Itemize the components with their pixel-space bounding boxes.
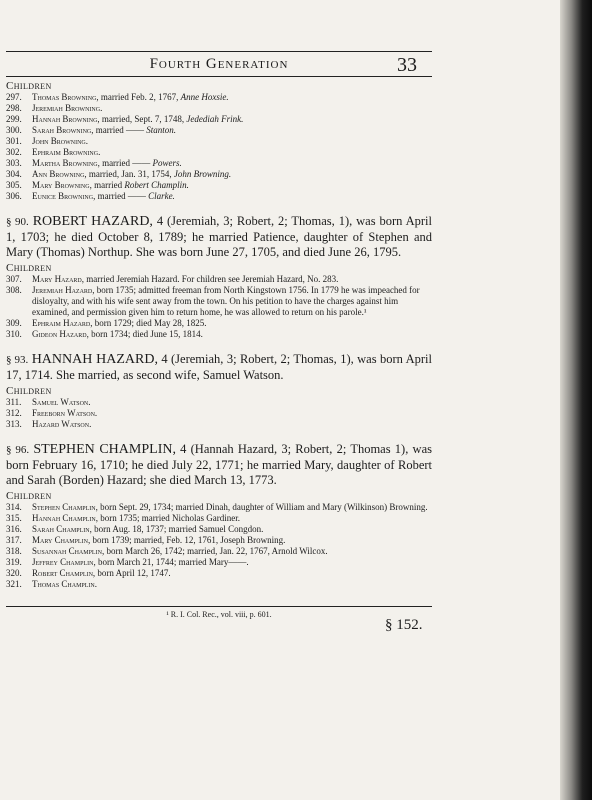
children-heading: Children xyxy=(6,490,52,502)
list-item xyxy=(6,557,432,568)
entry-text xyxy=(32,125,432,136)
child-name: Mary Hazard xyxy=(32,274,82,284)
list-item xyxy=(6,136,432,147)
entry-number: 320. xyxy=(6,568,22,578)
entry-number: 303. xyxy=(6,158,22,168)
children-list-hazard xyxy=(6,274,432,340)
child-name: Stephen Champlin xyxy=(32,502,96,512)
spouse-name: Stanton. xyxy=(146,125,177,135)
child-name: Mary Champlin xyxy=(32,535,88,545)
entry-text xyxy=(32,136,432,147)
entry-text xyxy=(32,158,432,169)
entry-number: 299. xyxy=(6,114,22,124)
header-top-rule xyxy=(6,51,432,52)
footnote: ¹ R. I. Col. Rec., vol. viii, p. 601. xyxy=(166,610,272,619)
person-name: STEPHEN CHAMPLIN, xyxy=(33,442,176,457)
section-text: 4 (Hannah Hazard, 3; Robert, 2; Thomas 1), was born February 16, 1710; he died July 22, 1771; he married Mary, daughter of Robert and Sarah (Borden) Hazard; she died March 13, 1773. xyxy=(6,442,432,487)
child-name: Jeffrey Champlin xyxy=(32,557,94,567)
child-name: Martha Browning xyxy=(32,158,98,168)
child-name: Susannah Champlin xyxy=(32,546,102,556)
list-item xyxy=(6,114,432,125)
child-name: Hazard Watson. xyxy=(32,419,92,429)
entry-number: 306. xyxy=(6,191,22,201)
spouse-name: John Browning. xyxy=(173,169,232,179)
entry-text xyxy=(32,169,432,180)
list-item xyxy=(6,408,432,419)
children-heading: Children xyxy=(6,385,52,397)
entry-number: 298. xyxy=(6,103,22,113)
child-name: Sarah Champlin xyxy=(32,524,90,534)
entry-text xyxy=(32,114,432,125)
children-list-champlin xyxy=(6,502,432,590)
entry-number: 302. xyxy=(6,147,22,157)
child-name: Hannah Browning xyxy=(32,114,98,124)
child-details: , born 1735; married Nicholas Gardiner. xyxy=(95,513,240,523)
entry-number: 321. xyxy=(6,579,22,589)
list-item xyxy=(6,524,432,535)
list-item xyxy=(6,158,432,169)
list-item xyxy=(6,318,432,329)
child-name: Samuel Watson. xyxy=(32,397,91,407)
list-item xyxy=(6,546,432,557)
entry-number: 312. xyxy=(6,408,22,418)
entry-text xyxy=(32,285,432,318)
child-details: , born 1734; died June 15, 1814. xyxy=(86,329,203,339)
child-name: Gideon Hazard xyxy=(32,329,87,339)
list-item xyxy=(6,502,432,513)
child-name: Ann Browning xyxy=(32,169,85,179)
children-heading: Children xyxy=(6,80,52,92)
child-details: , married Feb. 2, 1767, xyxy=(96,92,181,102)
person-name: HANNAH HAZARD, xyxy=(31,352,158,367)
spouse-name: Anne Hoxsie. xyxy=(180,92,229,102)
child-details: , born Sept. 29, 1734; married Dinah, daughter of William and Mary (Wilkinson) Browning. xyxy=(95,502,428,512)
children-heading: Children xyxy=(6,262,52,274)
child-details: , married xyxy=(89,180,125,190)
entry-text xyxy=(32,180,432,191)
running-header: Fourth Generation xyxy=(149,56,289,72)
entry-number: 300. xyxy=(6,125,22,135)
entry-text xyxy=(32,103,432,114)
spouse-name: Jedediah Frink. xyxy=(186,114,244,124)
child-name: Robert Champlin xyxy=(32,568,93,578)
entry-text xyxy=(32,191,432,202)
child-details: , married —— xyxy=(91,125,147,135)
entry-text xyxy=(32,318,432,329)
entry-text xyxy=(32,513,432,524)
list-item xyxy=(6,397,432,408)
binding-shadow xyxy=(560,0,592,800)
child-details: , married, Jan. 31, 1754, xyxy=(84,169,174,179)
spouse-name: Powers. xyxy=(152,158,182,168)
list-item xyxy=(6,125,432,136)
entry-text xyxy=(32,329,432,340)
entry-number: 308. xyxy=(6,285,22,295)
child-name: Ephraim Hazard xyxy=(32,318,91,328)
list-item xyxy=(6,274,432,285)
entry-number: 319. xyxy=(6,557,22,567)
list-item xyxy=(6,92,432,103)
child-details: , born April 12, 1747. xyxy=(92,568,171,578)
section-marker: § 90. xyxy=(6,216,29,228)
section-90-paragraph xyxy=(6,214,432,260)
entry-text xyxy=(32,524,432,535)
entry-number: 311. xyxy=(6,397,22,407)
entry-text xyxy=(32,419,432,430)
list-item xyxy=(6,419,432,430)
entry-text xyxy=(32,397,432,408)
child-name: Thomas Browning xyxy=(32,92,97,102)
child-details: , married, Sept. 7, 1748, xyxy=(97,114,187,124)
list-item xyxy=(6,568,432,579)
child-name: Jeremiah Browning. xyxy=(32,103,103,113)
list-item xyxy=(6,147,432,158)
child-details: , married —— xyxy=(97,158,153,168)
section-marker: § 96. xyxy=(6,444,30,456)
entry-number: 305. xyxy=(6,180,22,190)
section-96-paragraph xyxy=(6,442,432,488)
section-marker: § 93. xyxy=(6,354,29,366)
entry-number: 318. xyxy=(6,546,22,556)
child-details: , born 1729; died May 28, 1825. xyxy=(90,318,207,328)
entry-text xyxy=(32,274,432,285)
entry-text xyxy=(32,408,432,419)
entry-number: 316. xyxy=(6,524,22,534)
entry-number: 309. xyxy=(6,318,22,328)
child-name: Jeremiah Hazard xyxy=(32,285,93,295)
footnote-rule xyxy=(6,606,432,607)
list-item xyxy=(6,103,432,114)
child-name: Freeborn Watson. xyxy=(32,408,98,418)
child-details: , married —— xyxy=(93,191,149,201)
child-name: Hannah Champlin xyxy=(32,513,96,523)
list-item xyxy=(6,191,432,202)
entry-text xyxy=(32,568,432,579)
entry-text xyxy=(32,579,432,590)
child-details: , born March 21, 1744; married Mary——. xyxy=(93,557,249,567)
child-name: Mary Browning xyxy=(32,180,90,190)
entry-number: 313. xyxy=(6,419,22,429)
page-number: 33 xyxy=(397,54,417,76)
entry-number: 307. xyxy=(6,274,22,284)
children-list-browning xyxy=(6,92,432,202)
child-details: , born 1735; admitted freeman from North Kingstown 1756. In 1779 he was impeached for disloyalty, and with his wife sent away from the town. On his petition to have the charges against him examined, and permission given him to return home, he was allowed to return on his parole.¹ xyxy=(32,285,420,317)
entry-text xyxy=(32,557,432,568)
list-item xyxy=(6,513,432,524)
entry-number: 301. xyxy=(6,136,22,146)
children-list-watson xyxy=(6,397,432,430)
catchword: § 152. xyxy=(385,617,423,633)
child-details: , born 1739; married, Feb. 12, 1761, Joseph Browning. xyxy=(87,535,286,545)
entry-text xyxy=(32,147,432,158)
entry-number: 315. xyxy=(6,513,22,523)
entry-text xyxy=(32,546,432,557)
entry-number: 314. xyxy=(6,502,22,512)
header-bottom-rule xyxy=(6,76,432,77)
list-item xyxy=(6,285,432,318)
child-details: , born March 26, 1742; married, Jan. 22, 1767, Arnold Wilcox. xyxy=(101,546,328,556)
entry-number: 317. xyxy=(6,535,22,545)
child-details: , born Aug. 18, 1737; married Samuel Congdon. xyxy=(89,524,264,534)
child-name: Ephraim Browning. xyxy=(32,147,101,157)
list-item xyxy=(6,169,432,180)
child-name: John Browning. xyxy=(32,136,88,146)
child-name: Sarah Browning xyxy=(32,125,92,135)
list-item xyxy=(6,579,432,590)
entry-number: 310. xyxy=(6,329,22,339)
spouse-name: Robert Champlin. xyxy=(124,180,189,190)
entry-text xyxy=(32,92,432,103)
child-name: Eunice Browning xyxy=(32,191,94,201)
spouse-name: Clarke. xyxy=(148,191,175,201)
entry-text xyxy=(32,502,432,513)
list-item xyxy=(6,329,432,340)
section-text: 4 (Jeremiah, 3; Robert, 2; Thomas, 1), was born April 1, 1703; he died October 8, 1789; he married Patience, daughter of Stephen and Mary (Thomas) Northup. She was born June 27, 1705, and died June 26, 1795. xyxy=(6,214,432,259)
child-details: , married Jeremiah Hazard. For children see Jeremiah Hazard, No. 283. xyxy=(81,274,339,284)
section-text: 4 (Jeremiah, 3; Robert, 2; Thomas, 1), was born April 17, 1714. She married, as second wife, Samuel Watson. xyxy=(6,352,432,382)
section-93-paragraph xyxy=(6,352,432,383)
entry-text xyxy=(32,535,432,546)
list-item xyxy=(6,180,432,191)
child-name: Thomas Champlin. xyxy=(32,579,98,589)
entry-number: 297. xyxy=(6,92,22,102)
page-content xyxy=(6,80,432,590)
entry-number: 304. xyxy=(6,169,22,179)
person-name: ROBERT HAZARD, xyxy=(32,214,153,229)
list-item xyxy=(6,535,432,546)
